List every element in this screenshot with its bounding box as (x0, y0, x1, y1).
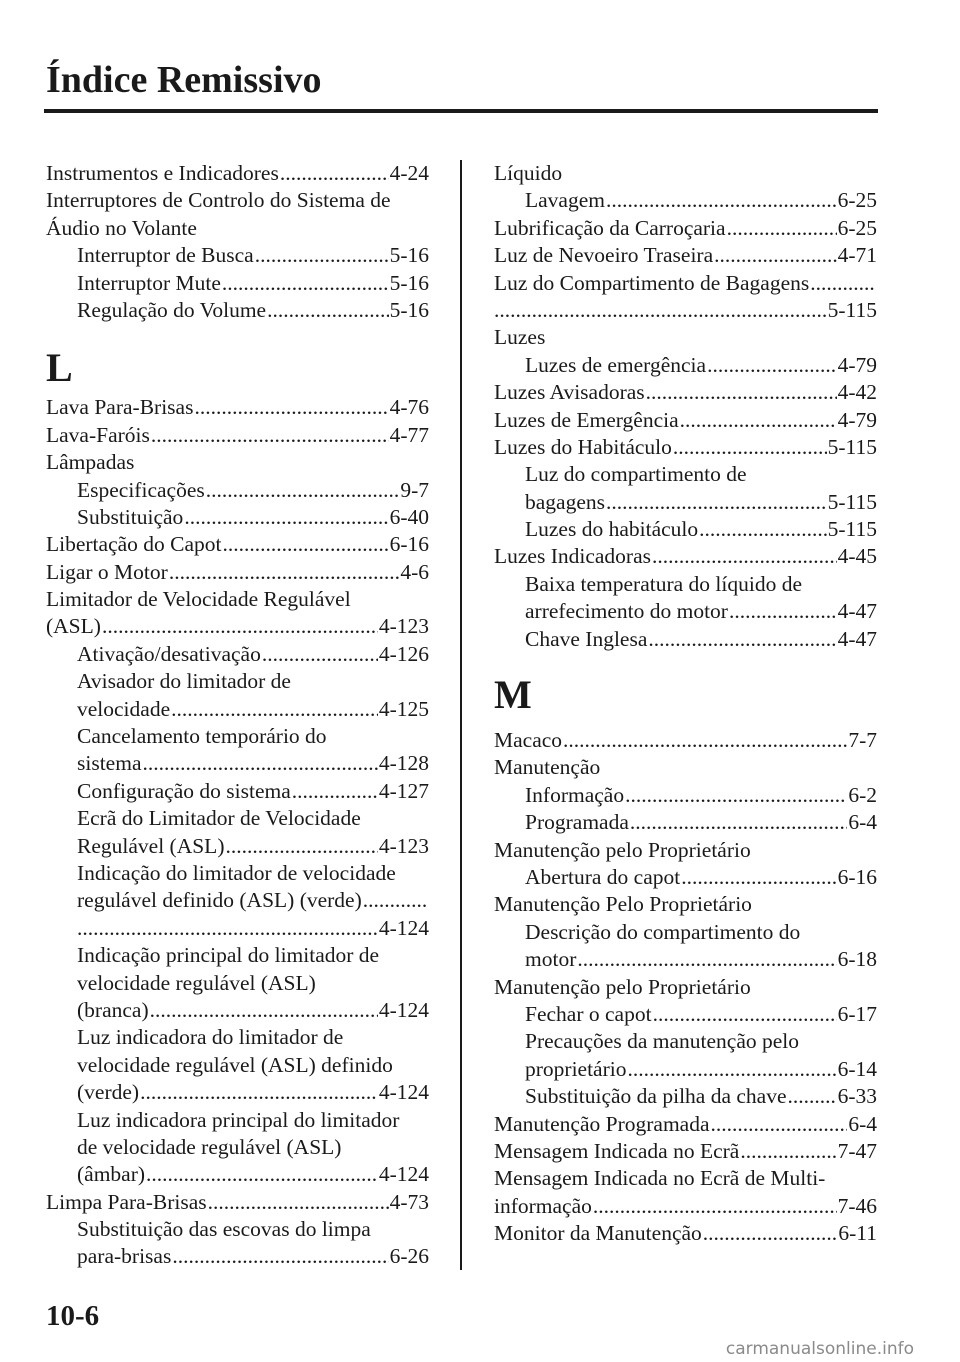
entry-text: Interruptores de Controlo do Sistema de (46, 188, 391, 213)
entry-text: Ativação/desativação (77, 641, 261, 666)
index-entry (46, 750, 429, 777)
index-heading (46, 942, 429, 969)
dot-leader (143, 750, 378, 777)
dot-leader (652, 543, 837, 570)
dot-leader (194, 394, 388, 421)
entry-text: Indicação do limitador de velocidade (77, 860, 396, 885)
index-heading (494, 891, 877, 918)
page-reference: 4-24 (389, 161, 429, 185)
dot-leader (280, 160, 389, 187)
entry-text: Ecrã do Limitador de Velocidade (77, 806, 361, 831)
index-heading (46, 860, 429, 887)
index-heading (46, 449, 429, 476)
page-reference: 6-25 (837, 188, 877, 213)
page-reference: 4-47 (837, 599, 877, 624)
dot-leader (184, 504, 388, 531)
page-number: 10-6 (46, 1300, 100, 1332)
entry-text: sistema (77, 751, 142, 776)
entry-text: Lavagem (525, 188, 605, 213)
entry-text: velocidade regulável (ASL) definido (77, 1052, 393, 1077)
index-entry (494, 215, 877, 242)
page-reference: 6-33 (837, 1084, 877, 1109)
entry-text: (verde) (77, 1080, 140, 1105)
page-reference: 4-73 (389, 1189, 429, 1214)
entry-text: Líquido (494, 161, 563, 185)
dot-leader (102, 613, 378, 640)
dot-leader (146, 1161, 378, 1188)
index-heading (46, 586, 429, 613)
index-heading (46, 970, 429, 997)
entry-text: para-brisas (77, 1244, 172, 1269)
index-entry (46, 270, 429, 297)
dot-leader (653, 1001, 837, 1028)
page-reference: 4-42 (837, 380, 877, 405)
page-reference: 7-46 (837, 1193, 877, 1218)
index-entry (494, 543, 877, 570)
dot-leader (625, 782, 847, 809)
page-reference: 4-126 (378, 641, 429, 666)
index-column-left (46, 160, 429, 1271)
page-reference: 6-16 (837, 864, 877, 889)
dot-leader (646, 379, 837, 406)
entry-text: Precauções da manutenção pelo (525, 1029, 799, 1054)
index-entry (46, 915, 429, 942)
index-entry (46, 559, 429, 586)
dot-leader (577, 946, 836, 973)
entry-text: Programada (525, 810, 629, 835)
page-reference: 4-79 (837, 352, 877, 377)
entry-text: Manutenção Pelo Proprietário (494, 892, 752, 917)
dot-leader (703, 1220, 838, 1247)
entry-text: (âmbar) (77, 1162, 146, 1187)
index-entry (46, 504, 429, 531)
index-entry (46, 696, 429, 723)
index-entry (494, 407, 877, 434)
entry-text: Ligar o Motor (46, 559, 168, 584)
index-entry (46, 1189, 429, 1216)
entry-text: Luzes do habitáculo (525, 517, 699, 542)
entry-text: Regulação do Volume (77, 297, 267, 322)
entry-text: Abertura do capot (525, 864, 681, 889)
index-entry (46, 1161, 429, 1188)
dot-leader (606, 489, 827, 516)
entry-text: Manutenção Programada (494, 1111, 710, 1136)
entry-text: Lava-Faróis (46, 422, 150, 447)
entry-text: Manutenção pelo Proprietário (494, 974, 751, 999)
entry-text: Luzes de Emergência (494, 407, 679, 432)
index-heading (46, 1216, 429, 1243)
page-reference: 6-2 (848, 782, 877, 807)
page-reference: 4-71 (837, 243, 877, 268)
index-entry (494, 782, 877, 809)
index-heading (46, 1024, 429, 1051)
page-reference: 4-128 (378, 751, 429, 776)
entry-text: Manutenção pelo Proprietário (494, 837, 751, 862)
page-reference: 6-14 (837, 1056, 877, 1081)
watermark: carmanualsonline.info (725, 1339, 914, 1359)
dot-leader (169, 559, 400, 586)
entry-text: informação (494, 1193, 592, 1218)
page-reference: 4-124 (378, 1080, 429, 1105)
dot-leader (255, 242, 389, 269)
dot-leader (223, 531, 389, 558)
index-entry (494, 1138, 877, 1165)
index-entry (46, 477, 429, 504)
index-entry (46, 778, 429, 805)
page-reference: 6-26 (389, 1244, 429, 1269)
index-entry (494, 1056, 877, 1083)
page-reference: 6-4 (848, 1111, 877, 1136)
dot-leader (714, 242, 836, 269)
index-entry (494, 727, 877, 754)
entry-text: Cancelamento temporário do (77, 724, 327, 749)
entry-text: motor (525, 947, 577, 972)
entry-text: Instrumentos e Indicadores (46, 161, 279, 185)
dot-leader (707, 352, 837, 379)
index-entry (46, 1243, 429, 1270)
entry-text: Interruptor de Busca (77, 243, 254, 268)
entry-text: Avisador do limitador de (77, 669, 291, 694)
index-heading (494, 837, 877, 864)
title-rule (44, 109, 878, 113)
dot-leader (225, 833, 377, 860)
dot-leader (810, 270, 876, 297)
entry-text: Fechar o capot (525, 1001, 652, 1026)
entry-text: Luz de Nevoeiro Traseira (494, 243, 714, 268)
dot-leader (711, 1111, 848, 1138)
index-entry (494, 242, 877, 269)
dot-leader (648, 626, 836, 653)
page-reference: 5-16 (389, 243, 429, 268)
dot-leader (206, 477, 400, 504)
index-entry (494, 1001, 877, 1028)
index-heading (494, 919, 877, 946)
dot-leader (727, 215, 837, 242)
dot-leader (292, 778, 378, 805)
entry-text: (ASL) (46, 614, 101, 639)
entry-text: velocidade regulável (ASL) (77, 970, 316, 995)
index-entry (494, 379, 877, 406)
index-heading (46, 187, 429, 214)
index-heading (494, 974, 877, 1001)
page-reference: 5-16 (389, 270, 429, 295)
page-reference: 5-115 (827, 297, 877, 322)
entry-text: Luzes de emergência (525, 352, 707, 377)
entry-text: Lava Para-Brisas (46, 395, 194, 420)
page-reference: 4-123 (378, 614, 429, 639)
index-entry (494, 297, 877, 324)
index-entry (46, 531, 429, 558)
entry-text: Substituição das escovas do limpa (77, 1217, 371, 1242)
index-entry (494, 1193, 877, 1220)
dot-leader (729, 598, 837, 625)
entry-text: de velocidade regulável (ASL) (77, 1134, 342, 1159)
index-heading (46, 805, 429, 832)
page-reference: 5-115 (827, 517, 877, 542)
index-entry (494, 1220, 877, 1247)
index-heading (46, 1052, 429, 1079)
entry-text: proprietário (525, 1056, 627, 1081)
entry-text: Informação (525, 782, 625, 807)
entry-text: (branca) (77, 997, 149, 1022)
dot-leader (494, 297, 828, 324)
page-reference: 6-25 (837, 215, 877, 240)
entry-text: Indicação principal do limitador de (77, 943, 380, 968)
dot-leader (140, 1079, 378, 1106)
index-heading (46, 215, 429, 242)
index-entry (494, 434, 877, 461)
index-heading (494, 1165, 877, 1192)
page-reference: 6-40 (389, 504, 429, 529)
entry-text: Luz indicadora do limitador de (77, 1025, 344, 1050)
page-reference: 6-17 (837, 1001, 877, 1026)
index-heading (46, 668, 429, 695)
entry-text: Substituição (77, 504, 184, 529)
entry-text: Configuração do sistema (77, 778, 291, 803)
page-title: Índice Remissivo (46, 59, 322, 101)
index-entry (494, 270, 877, 297)
index-heading (46, 723, 429, 750)
entry-text: Mensagem Indicada no Ecrã (494, 1138, 740, 1163)
entry-text: velocidade (77, 696, 171, 721)
entry-text: Luz indicadora principal do limitador (77, 1107, 400, 1132)
index-heading (46, 1107, 429, 1134)
page-reference: 5-16 (389, 297, 429, 322)
page-reference: 4-77 (389, 422, 429, 447)
dot-leader (606, 187, 837, 214)
section-letter: L (46, 345, 73, 391)
entry-text: Luzes Avisadoras (494, 380, 645, 405)
dot-leader (363, 887, 428, 914)
page-reference: 7-7 (848, 728, 877, 753)
entry-text: Limitador de Velocidade Regulável (46, 587, 351, 612)
index-heading (494, 1028, 877, 1055)
index-entry (46, 887, 429, 914)
page-reference: 6-4 (848, 810, 877, 835)
entry-text: Descrição do compartimento do (525, 919, 801, 944)
index-entry (494, 187, 877, 214)
entry-text: Lubrificação da Carroçaria (494, 215, 726, 240)
index-entry (494, 946, 877, 973)
entry-text: regulável definido (ASL) (verde) (77, 888, 362, 913)
page-reference: 4-124 (378, 915, 429, 940)
entry-text: Luzes do Habitáculo (494, 434, 672, 459)
dot-leader (171, 696, 378, 723)
dot-leader (699, 516, 826, 543)
page-reference: 4-76 (389, 395, 429, 420)
entry-text: Luz do Compartimento de Bagagens (494, 270, 810, 295)
index-entry (46, 394, 429, 421)
entry-text: Monitor da Manutenção (494, 1221, 702, 1246)
dot-leader (788, 1083, 837, 1110)
entry-text: Lâmpadas (46, 450, 135, 475)
page-reference: 7-47 (837, 1138, 877, 1163)
entry-text: Luzes (494, 325, 546, 350)
entry-text: bagagens (525, 489, 605, 514)
dot-leader (628, 1056, 837, 1083)
entry-text: Áudio no Volante (46, 215, 197, 240)
dot-leader (151, 422, 389, 449)
page-reference: 4-125 (378, 696, 429, 721)
page-reference: 4-124 (378, 1162, 429, 1187)
entry-text: Regulável (ASL) (77, 833, 225, 858)
index-heading (494, 324, 877, 351)
dot-leader (172, 1243, 388, 1270)
index-entry (46, 641, 429, 668)
index-entry (494, 809, 877, 836)
entry-text: Macaco (494, 728, 563, 753)
dot-leader (77, 915, 379, 942)
index-heading (46, 1134, 429, 1161)
dot-leader (563, 727, 847, 754)
index-entry (46, 422, 429, 449)
page-reference: 6-16 (389, 532, 429, 557)
entry-text: Chave Inglesa (525, 626, 648, 651)
index-heading (494, 461, 877, 488)
index-entry (46, 160, 429, 187)
index-heading (494, 160, 877, 187)
index-entry (46, 1079, 429, 1106)
index-column-right (494, 160, 877, 1247)
dot-leader (740, 1138, 836, 1165)
index-heading (494, 571, 877, 598)
entry-text: arrefecimento do motor (525, 599, 728, 624)
entry-text: Manutenção (494, 755, 601, 780)
page-reference: 9-7 (400, 477, 429, 502)
index-entry (494, 489, 877, 516)
entry-text: Substituição da pilha da chave (525, 1084, 787, 1109)
dot-leader (262, 641, 378, 668)
page-reference: 4-47 (837, 626, 877, 651)
index-entry (46, 297, 429, 324)
page-reference: 4-127 (378, 778, 429, 803)
dot-leader (222, 270, 389, 297)
index-entry (494, 1083, 877, 1110)
index-entry (494, 598, 877, 625)
index-entry (494, 626, 877, 653)
entry-text: Limpa Para-Brisas (46, 1189, 207, 1214)
index-entry (46, 997, 429, 1024)
dot-leader (267, 297, 388, 324)
index-entry (494, 516, 877, 543)
dot-leader (630, 809, 847, 836)
page-reference: 5-115 (827, 489, 877, 514)
page-reference: 6-18 (837, 947, 877, 972)
index-entry (46, 833, 429, 860)
page-reference: 4-79 (837, 407, 877, 432)
index-entry (494, 352, 877, 379)
entry-text: Interruptor Mute (77, 270, 221, 295)
entry-text: Luzes Indicadoras (494, 544, 651, 569)
page-reference: 4-123 (378, 833, 429, 858)
page-reference: 5-115 (827, 434, 877, 459)
dot-leader (593, 1193, 837, 1220)
column-divider (460, 160, 462, 1270)
section-letter: M (494, 672, 532, 718)
page-reference: 4-45 (837, 544, 877, 569)
entry-text: Baixa temperatura do líquido de (525, 571, 803, 596)
page-reference: 4-124 (378, 997, 429, 1022)
entry-text: Libertação do Capot (46, 532, 222, 557)
dot-leader (673, 434, 827, 461)
page-reference: 6-11 (838, 1221, 877, 1246)
dot-leader (681, 864, 836, 891)
dot-leader (680, 407, 837, 434)
entry-text: Especificações (77, 477, 205, 502)
index-entry (494, 864, 877, 891)
entry-text: Luz do compartimento de (525, 462, 747, 487)
index-heading (494, 754, 877, 781)
index-entry (494, 1111, 877, 1138)
dot-leader (150, 997, 378, 1024)
dot-leader (208, 1189, 389, 1216)
index-entry (46, 613, 429, 640)
entry-text: Mensagem Indicada no Ecrã de Multi- (494, 1166, 826, 1191)
page-reference: 4-6 (400, 559, 429, 584)
index-entry (46, 242, 429, 269)
